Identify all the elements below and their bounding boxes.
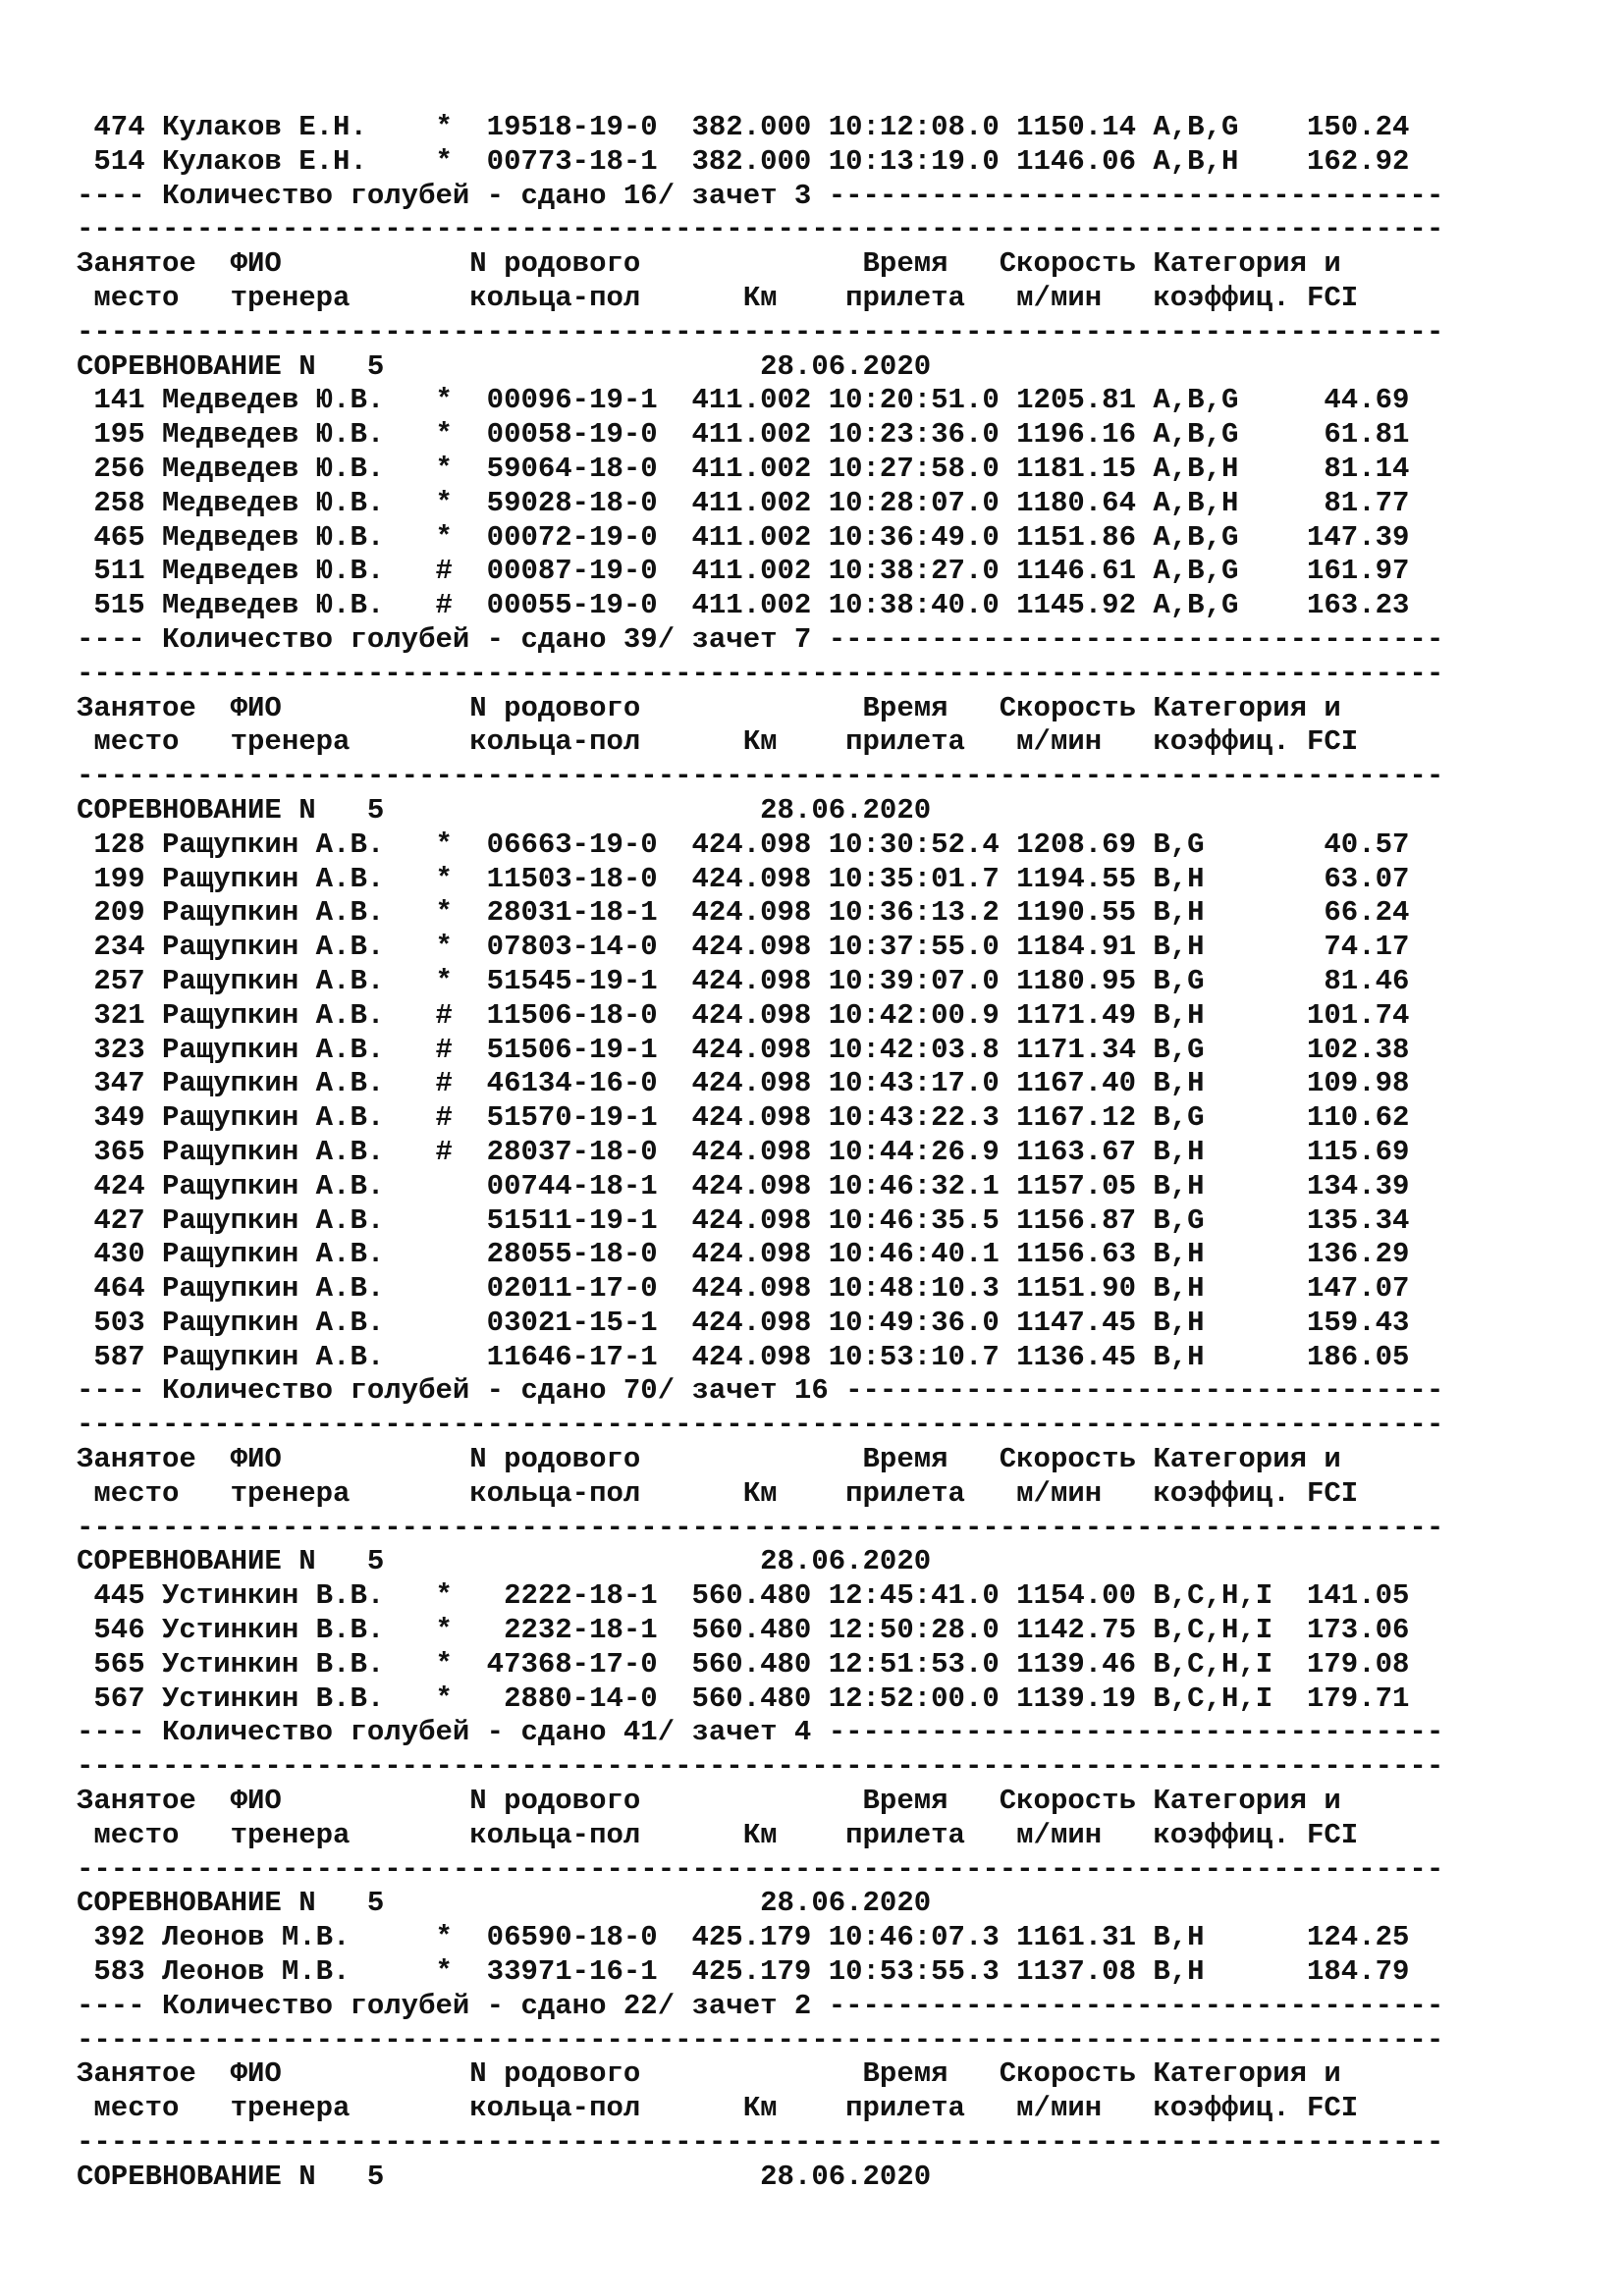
summary-line: ---- Количество голубей - сдано 39/ зачет 7 ------------------------------------ [77, 622, 1444, 656]
column-header: Занятое ФИО N родового Время Скорость Категория и [77, 247, 1341, 281]
table-row: 583 Леонов М.В. * 33971-16-1 425.179 10:53:55.3 1137.08 B,H 184.79 [77, 1955, 1410, 1989]
table-row: 546 Устинкин В.В. * 2232-18-1 560.480 12:50:28.0 1142.75 B,C,H,I 173.06 [77, 1614, 1410, 1647]
divider: -------------------------------------------------------------------------------- [77, 315, 1444, 348]
column-header: Занятое ФИО N родового Время Скорость Категория и [77, 1785, 1341, 1818]
divider: -------------------------------------------------------------------------------- [77, 2023, 1444, 2056]
table-row: 258 Медведев Ю.В. * 59028-18-0 411.002 10:28:07.0 1180.64 A,B,H 81.77 [77, 486, 1410, 519]
table-row: 430 Ращупкин А.В. 28055-18-0 424.098 10:46:40.1 1156.63 B,H 136.29 [77, 1238, 1410, 1271]
table-row: 514 Кулаков Е.Н. * 00773-18-1 382.000 10:13:19.0 1146.06 A,B,H 162.92 [77, 144, 1410, 178]
table-row: 565 Устинкин В.В. * 47368-17-0 560.480 12:51:53.0 1139.46 B,C,H,I 179.08 [77, 1647, 1410, 1681]
column-header: место тренера кольца-пол Км прилета м/мин коэффиц. FCI [77, 1818, 1359, 1851]
summary-line: ---- Количество голубей - сдано 70/ зачет 16 ----------------------------------- [77, 1374, 1444, 1408]
column-header: место тренера кольца-пол Км прилета м/мин коэффиц. FCI [77, 1476, 1359, 1510]
table-row: 427 Ращупкин А.В. 51511-19-1 424.098 10:46:35.5 1156.87 B,G 135.34 [77, 1203, 1410, 1237]
divider: -------------------------------------------------------------------------------- [77, 213, 1444, 246]
table-row: 195 Медведев Ю.В. * 00058-19-0 411.002 10:23:36.0 1196.16 A,B,G 61.81 [77, 418, 1410, 452]
table-row: 587 Ращупкин А.В. 11646-17-1 424.098 10:53:10.7 1136.45 B,H 186.05 [77, 1340, 1410, 1373]
table-row: 257 Ращупкин А.В. * 51545-19-1 424.098 10:39:07.0 1180.95 B,G 81.46 [77, 964, 1410, 997]
divider: -------------------------------------------------------------------------------- [77, 1511, 1444, 1544]
competition-title: СОРЕВНОВАНИЕ N 5 28.06.2020 [77, 349, 932, 383]
table-row: 256 Медведев Ю.В. * 59064-18-0 411.002 10:27:58.0 1181.15 A,B,H 81.14 [77, 452, 1410, 485]
table-row: 141 Медведев Ю.В. * 00096-19-1 411.002 10:20:51.0 1205.81 A,B,G 44.69 [77, 384, 1410, 417]
table-row: 323 Ращупкин А.В. # 51506-19-1 424.098 10:42:03.8 1171.34 B,G 102.38 [77, 1033, 1410, 1066]
column-header: место тренера кольца-пол Км прилета м/мин коэффиц. FCI [77, 725, 1359, 759]
column-header: Занятое ФИО N родового Время Скорость Категория и [77, 2057, 1341, 2091]
summary-line: ---- Количество голубей - сдано 16/ зачет 3 ------------------------------------ [77, 179, 1444, 212]
table-row: 474 Кулаков Е.Н. * 19518-19-0 382.000 10:12:08.0 1150.14 A,B,G 150.24 [77, 111, 1410, 143]
table-row: 128 Ращупкин А.В. * 06663-19-0 424.098 10:30:52.4 1208.69 B,G 40.57 [77, 828, 1410, 861]
results-report [77, 111, 1569, 2195]
column-header: место тренера кольца-пол Км прилета м/мин коэффиц. FCI [77, 281, 1359, 314]
table-row: 424 Ращупкин А.В. 00744-18-1 424.098 10:46:32.1 1157.05 B,H 134.39 [77, 1169, 1410, 1202]
column-header: Занятое ФИО N родового Время Скорость Категория и [77, 1443, 1341, 1476]
table-row: 465 Медведев Ю.В. * 00072-19-0 411.002 10:36:49.0 1151.86 A,B,G 147.39 [77, 520, 1410, 554]
divider: -------------------------------------------------------------------------------- [77, 760, 1444, 793]
divider: -------------------------------------------------------------------------------- [77, 1852, 1444, 1886]
column-header: место тренера кольца-пол Км прилета м/мин коэффиц. FCI [77, 2092, 1359, 2125]
table-row: 321 Ращупкин А.В. # 11506-18-0 424.098 10:42:00.9 1171.49 B,H 101.74 [77, 998, 1410, 1032]
table-row: 464 Ращупкин А.В. 02011-17-0 424.098 10:48:10.3 1151.90 B,H 147.07 [77, 1272, 1410, 1306]
table-row: 347 Ращупкин А.В. # 46134-16-0 424.098 10:43:17.0 1167.40 B,H 109.98 [77, 1067, 1410, 1100]
competition-title: СОРЕВНОВАНИЕ N 5 28.06.2020 [77, 2160, 932, 2193]
competition-title: СОРЕВНОВАНИЕ N 5 28.06.2020 [77, 1887, 932, 1920]
column-header: Занятое ФИО N родового Время Скорость Категория и [77, 691, 1341, 724]
table-row: 365 Ращупкин А.В. # 28037-18-0 424.098 10:44:26.9 1163.67 B,H 115.69 [77, 1135, 1410, 1168]
table-row: 503 Ращупкин А.В. 03021-15-1 424.098 10:49:36.0 1147.45 B,H 159.43 [77, 1306, 1410, 1339]
divider: -------------------------------------------------------------------------------- [77, 1409, 1444, 1442]
summary-line: ---- Количество голубей - сдано 41/ зачет 4 ------------------------------------ [77, 1716, 1444, 1749]
table-row: 511 Медведев Ю.В. # 00087-19-0 411.002 10:38:27.0 1146.61 A,B,G 161.97 [77, 555, 1410, 588]
competition-title: СОРЕВНОВАНИЕ N 5 28.06.2020 [77, 1545, 932, 1578]
divider: -------------------------------------------------------------------------------- [77, 2126, 1444, 2160]
table-row: 349 Ращупкин А.В. # 51570-19-1 424.098 10:43:22.3 1167.12 B,G 110.62 [77, 1101, 1410, 1135]
summary-line: ---- Количество голубей - сдано 22/ зачет 2 ------------------------------------ [77, 1989, 1444, 2022]
table-row: 515 Медведев Ю.В. # 00055-19-0 411.002 10:38:40.0 1145.92 A,B,G 163.23 [77, 589, 1410, 622]
table-row: 567 Устинкин В.В. * 2880-14-0 560.480 12:52:00.0 1139.19 B,C,H,I 179.71 [77, 1682, 1410, 1715]
divider: -------------------------------------------------------------------------------- [77, 657, 1444, 690]
table-row: 234 Ращупкин А.В. * 07803-14-0 424.098 10:37:55.0 1184.91 B,H 74.17 [77, 931, 1410, 964]
table-row: 445 Устинкин В.В. * 2222-18-1 560.480 12:45:41.0 1154.00 B,C,H,I 141.05 [77, 1579, 1410, 1613]
table-row: 392 Леонов М.В. * 06590-18-0 425.179 10:46:07.3 1161.31 B,H 124.25 [77, 1921, 1410, 1954]
divider: -------------------------------------------------------------------------------- [77, 1750, 1444, 1784]
table-row: 209 Ращупкин А.В. * 28031-18-1 424.098 10:36:13.2 1190.55 B,H 66.24 [77, 896, 1410, 930]
competition-title: СОРЕВНОВАНИЕ N 5 28.06.2020 [77, 793, 932, 827]
table-row: 199 Ращупкин А.В. * 11503-18-0 424.098 10:35:01.7 1194.55 B,H 63.07 [77, 862, 1410, 895]
